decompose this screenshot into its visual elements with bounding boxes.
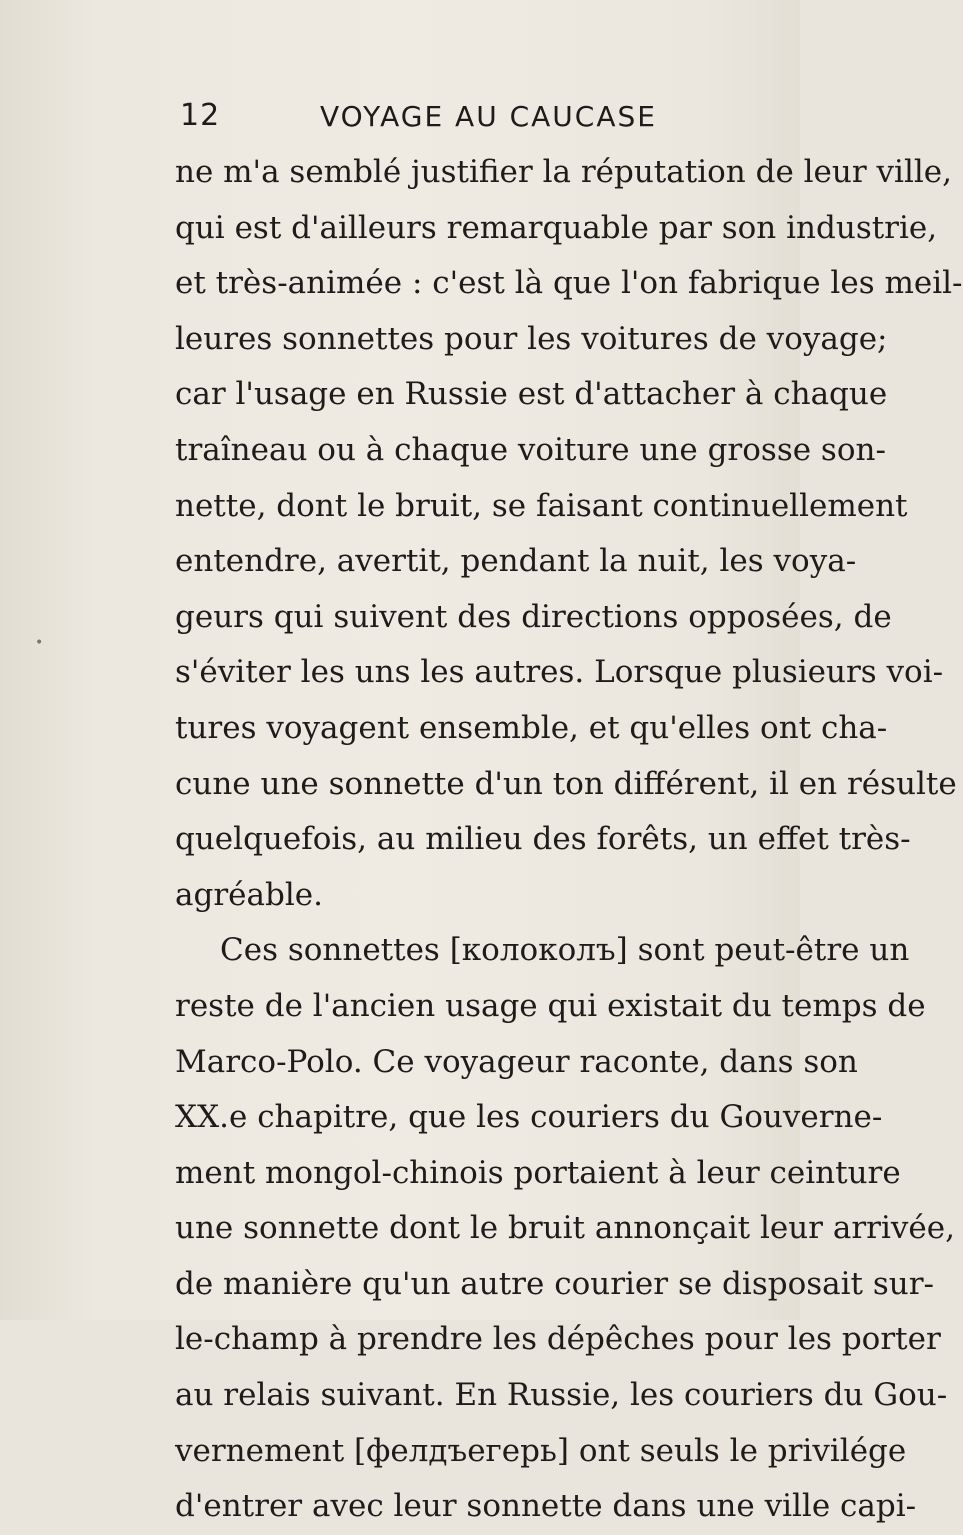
page-header [180, 98, 700, 148]
body-text [175, 145, 963, 1535]
text-line: et très-animée : c'est là que l'on fabrique les meil- [175, 265, 963, 302]
text-line: geurs qui suivent des directions opposées, de [175, 598, 892, 635]
text-line: entendre, avertit, pendant la nuit, les voya- [175, 543, 857, 580]
page-number: 12 [180, 98, 221, 133]
text-line: de manière qu'un autre courier se disposait sur- [175, 1265, 935, 1302]
text-line: s'éviter les uns les autres. Lorsque plusieurs voi- [175, 654, 944, 691]
margin-speck: • [35, 635, 44, 651]
paragraph [175, 145, 963, 923]
text-line: Ces sonnettes [колоколъ] sont peut-être un [220, 932, 910, 969]
text-line: qui est d'ailleurs remarquable par son industrie, [175, 209, 938, 246]
text-line: quelquefois, au milieu des forêts, un effet très- [175, 821, 911, 858]
running-head: VOYAGE AU CAUCASE [320, 100, 657, 133]
text-line: tures voyagent ensemble, et qu'elles ont cha- [175, 709, 888, 746]
text-line: nette, dont le bruit, se faisant continuellement [175, 487, 908, 524]
text-line: cune une sonnette d'un ton différent, il en résulte [175, 765, 957, 802]
text-line: agréable. [175, 876, 323, 913]
text-line: le-champ à prendre les dépêches pour les porter [175, 1321, 941, 1358]
text-line: ne m'a semblé justifier la réputation de leur ville, [175, 154, 952, 190]
text-line: d'entrer avec leur sonnette dans une ville capi- [175, 1488, 917, 1525]
text-line: reste de l'ancien usage qui existait du temps de [175, 987, 926, 1024]
text-line: XX.e chapitre, que les couriers du Gouverne- [175, 1099, 883, 1136]
text-line: au relais suivant. En Russie, les couriers du Gou- [175, 1377, 948, 1414]
text-line: traîneau ou à chaque voiture une grosse son- [175, 431, 886, 468]
text-line: leures sonnettes pour les voitures de voyage; [175, 320, 888, 357]
text-line: car l'usage en Russie est d'attacher à chaque [175, 376, 888, 413]
text-line: vernement [фелдъегерь] ont seuls le privilége [175, 1432, 907, 1469]
text-line: une sonnette dont le bruit annonçait leur arrivée, [175, 1210, 955, 1247]
paragraph [175, 923, 955, 1535]
text-line: Marco-Polo. Ce voyageur raconte, dans son [175, 1043, 858, 1080]
text-line: ment mongol-chinois portaient à leur ceinture [175, 1154, 901, 1191]
